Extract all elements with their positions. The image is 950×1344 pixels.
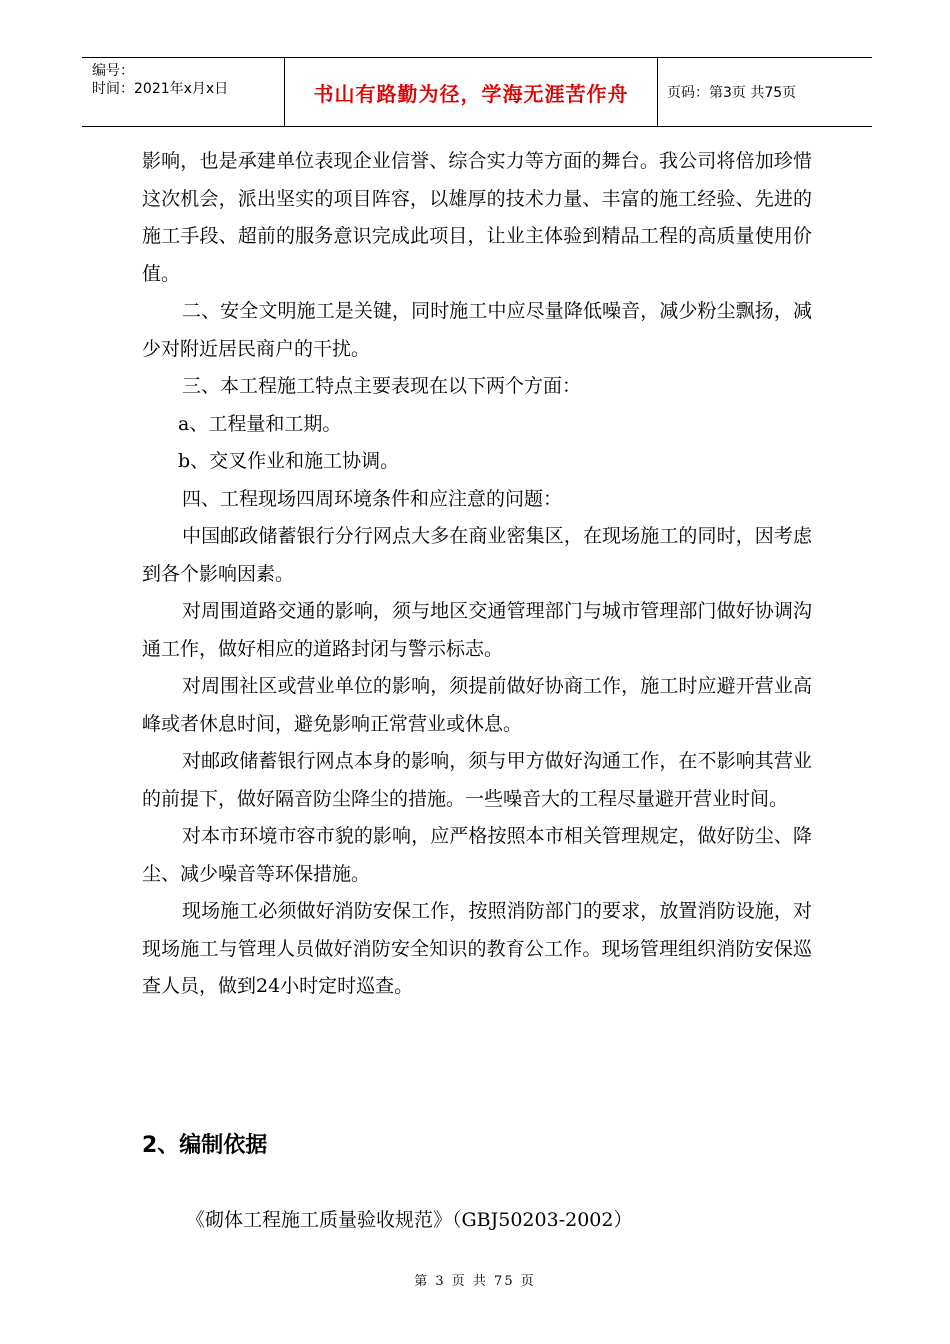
paragraph: 对邮政储蓄银行网点本身的影响，须与甲方做好沟通工作，在不影响其营业的前提下，做好隔音防尘降尘的措施。一些噪音大的工程尽量避开营业时间。 — [142, 750, 812, 810]
header-motto: 书山有路勤为径，学海无涯苦作舟 — [284, 58, 658, 126]
document-date: 时间：2021年x月x日 — [92, 81, 229, 97]
list-item: a、工程量和工期。 — [178, 412, 342, 435]
page-header — [82, 57, 872, 127]
header-meta — [82, 58, 284, 126]
paragraph: 三、本工程施工特点主要表现在以下两个方面： — [182, 375, 582, 397]
paragraph: 对周围道路交通的影响，须与地区交通管理部门与城市管理部门做好协调沟通工作，做好相应的道路封闭与警示标志。 — [142, 600, 812, 660]
paragraph: 对本市环境市容市貌的影响，应严格按照本市相关管理规定，做好防尘、降尘、减少噪音等环保措施。 — [142, 825, 812, 885]
paragraph: 二、安全文明施工是关键，同时施工中应尽量降低噪音，减少粉尘飘扬，减少对附近居民商户的干扰。 — [142, 300, 812, 360]
page-footer: 第 3 页 共 75 页 — [414, 1274, 536, 1289]
paragraph: 影响，也是承建单位表现企业信誉、综合实力等方面的舞台。我公司将倍加珍惜这次机会，派出坚实的项目阵容，以雄厚的技术力量、丰富的施工经验、先进的施工手段、超前的服务意识完成此项目，让业主体验到精品工程的高质量使用价值。 — [142, 150, 812, 285]
reference-standard: 《砌体工程施工质量验收规范》（GBJ50203-2002） — [186, 1209, 633, 1231]
paragraph: 现场施工必须做好消防安保工作，按照消防部门的要求，放置消防设施，对现场施工与管理人员做好消防安全知识的教育公工作。现场管理组织消防安保巡查人员，做到24小时定时巡查。 — [142, 900, 812, 997]
header-page-info: 页码：第3页 共75页 — [667, 85, 797, 101]
document-number-label: 编号： — [92, 63, 134, 79]
document-body — [142, 143, 812, 1006]
paragraph: 四、工程现场四周环境条件和应注意的问题： — [182, 487, 563, 510]
paragraph: 对周围社区或营业单位的影响，须提前做好协商工作，施工时应避开营业高峰或者休息时间，避免影响正常营业或休息。 — [142, 675, 812, 735]
list-item: b、交叉作业和施工协调。 — [178, 450, 400, 472]
paragraph: 中国邮政储蓄银行分行网点大多在商业密集区，在现场施工的同时，因考虑到各个影响因素。 — [142, 525, 812, 585]
section-title: 2、编制依据 — [142, 1133, 268, 1158]
